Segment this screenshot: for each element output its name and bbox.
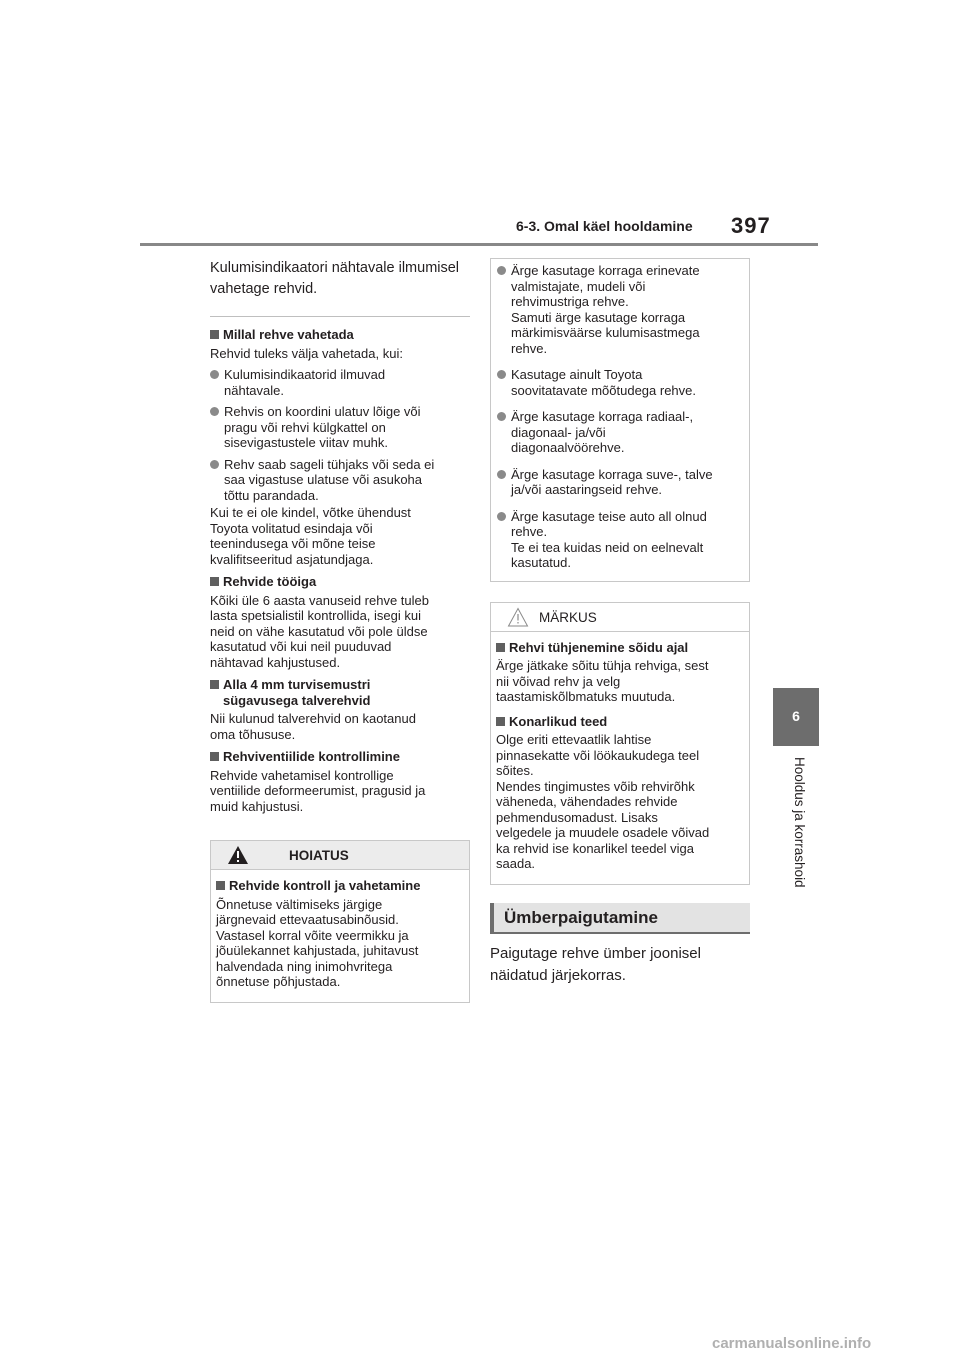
list-item-text: Ärge kasutage korraga erinevate valmistajate, mudeli või rehvimustriga rehve. Samuti ärge kasutage korraga märkimisväärse kulumisastmega rehve.: [511, 263, 700, 356]
section-text-line: näidatud järjekorras.: [490, 966, 626, 984]
list-item-text: Rehv saab sageli tühjaks või seda ei saa vigastuse ulatuse või asukoha tõttu parandada.: [224, 456, 435, 503]
paragraph: Rehvide vahetamisel kontrollige ventiilide deformeerumist, pragusid ja muid kahjustusi.: [210, 767, 426, 814]
square-bullet-icon: [210, 577, 219, 586]
section-title: 6-3. Omal käel hooldamine: [516, 218, 693, 234]
subheading-label: Alla 4 mm turvisemustri sügavusega talverehvid: [223, 677, 371, 708]
warning-continued-box: [490, 258, 750, 582]
chapter-tab: [773, 688, 819, 746]
right-column: [490, 258, 750, 987]
warning-body: [211, 870, 469, 1002]
intro-line: Kulumisindikaatori nähtavale ilmumisel: [210, 260, 460, 276]
watermark: carmanualsonline.info: [712, 1335, 872, 1352]
subheading-label: Konarlikud teed: [509, 713, 608, 729]
bullet-icon: [497, 512, 506, 521]
left-column: [210, 258, 470, 1003]
list-item: [210, 367, 470, 398]
list-item: [497, 509, 743, 571]
warning-subheading: [216, 878, 464, 894]
bullet-icon: [497, 266, 506, 275]
section-text-line: Paigutage rehve ümber joonisel: [490, 944, 701, 962]
warning-text: Õnnetuse vältimiseks järgige järgnevaid ettevaatusabinõusid. Vastasel korral võite veermikku ja jõuülekannet kahjustada, juhitavust halvendada ning inimohvritega õnnetuse põhjustada.: [216, 896, 419, 989]
square-bullet-icon: [496, 643, 505, 652]
bullet-icon: [210, 407, 219, 416]
paragraph: Nii kulunud talverehvid on kaotanud oma tõhususe.: [210, 711, 416, 742]
list-item-text: Ärge kasutage teise auto all olnud rehve. Te ei tea kuidas neid on eelnevalt kasutatud.: [511, 508, 707, 570]
list-item: [497, 367, 743, 398]
chapter-title: Hooldus ja korrashoid: [792, 757, 807, 888]
notice-label: MÄRKUS: [539, 609, 597, 625]
bullet-icon: [210, 370, 219, 379]
notice-header: [491, 603, 749, 632]
square-bullet-icon: [496, 717, 505, 726]
bullet-icon: [497, 370, 506, 379]
list-item-text: Kasutage ainult Toyota soovitatavate mõõtudega rehve.: [511, 367, 697, 398]
list-item: [210, 457, 470, 504]
chapter-number: 6: [792, 708, 800, 724]
subheading-when: [210, 327, 470, 343]
list-item-text: Ärge kasutage korraga suve-, talve ja/või aastaringseid rehve.: [511, 466, 713, 497]
list-item: [210, 404, 470, 451]
notice-body: [491, 632, 749, 884]
intro-line: vahetage rehvid.: [210, 281, 318, 297]
warning-header: [211, 841, 469, 870]
list-item: [497, 409, 743, 456]
notice-subheading-rough: [496, 714, 744, 730]
intro-text: [210, 258, 470, 300]
subheading-life: [210, 574, 470, 590]
square-bullet-icon: [210, 680, 219, 689]
paragraph: Rehvid tuleks välja vahetada, kui:: [210, 345, 403, 361]
square-bullet-icon: [210, 752, 219, 761]
subheading-label: Rehvi tühjenemine sõidu ajal: [509, 639, 689, 655]
list-item-text: Kulumisindikaatorid ilmuvad nähtavale.: [224, 367, 386, 398]
notice-subheading-flat: [496, 640, 744, 656]
page-number: 397: [731, 213, 771, 238]
warning-box: [210, 840, 470, 1003]
square-bullet-icon: [210, 330, 219, 339]
bullet-icon: [497, 470, 506, 479]
square-bullet-icon: [216, 881, 225, 890]
list-item: [497, 467, 743, 498]
subheading-label: Rehvide tööiga: [223, 574, 317, 589]
notice-box: [490, 602, 750, 885]
list-item-text: Rehvis on koordini ulatuv lõige või pragu või rehvi külgkattel on sisevigastustele viitav muhk.: [224, 404, 421, 450]
paragraph: Kõiki üle 6 aasta vanuseid rehve tuleb lasta spetsialistil kontrollida, isegi kui neid on vähe kasutatud või pole üldse kasutatud või kui neil puuduvad nähtavad kahjustused.: [210, 592, 429, 670]
warning-label: HOIATUS: [289, 848, 349, 863]
header-rule: [140, 243, 818, 246]
warning-triangle-icon: [227, 845, 249, 865]
bullet-icon: [497, 412, 506, 421]
list-item-text: Ärge kasutage korraga radiaal-, diagonaal- ja/või diagonaalvöörehve.: [511, 409, 694, 455]
subheading-label: Rehvide kontroll ja vahetamine: [229, 878, 421, 893]
section-text: [490, 943, 750, 987]
bullet-icon: [210, 460, 219, 469]
divider: [210, 316, 470, 317]
caution-triangle-icon: [507, 607, 529, 627]
subheading-winter: [210, 677, 470, 708]
subheading-label: Rehviventiilide kontrollimine: [223, 749, 400, 764]
notice-text: Ärge jätkake sõitu tühja rehviga, sest nii võivad rehv ja velg taastamiskõlbmatuks muutuda.: [496, 658, 709, 704]
paragraph: Kui te ei ole kindel, võtke ühendust Toyota volitatud esindaja või teenindusega või mõne teise kvalifitseeritud asjatundjaga.: [210, 505, 411, 567]
subheading-valve: [210, 749, 470, 765]
subheading-label: Millal rehve vahetada: [223, 327, 354, 342]
section-heading: Ümberpaigutamine: [490, 903, 750, 934]
list-item: [497, 263, 743, 356]
notice-text: Olge eriti ettevaatlik lahtise pinnasekatte või löökaukudega teel sõites. Nendes tingimustes võib rehvirõhk väheneda, vähendades rehvide pehmendusomadust. Lisaks velgedele ja muudele osadele võivad ka rehvid ise konarlikel teedel viga saada.: [496, 732, 710, 871]
